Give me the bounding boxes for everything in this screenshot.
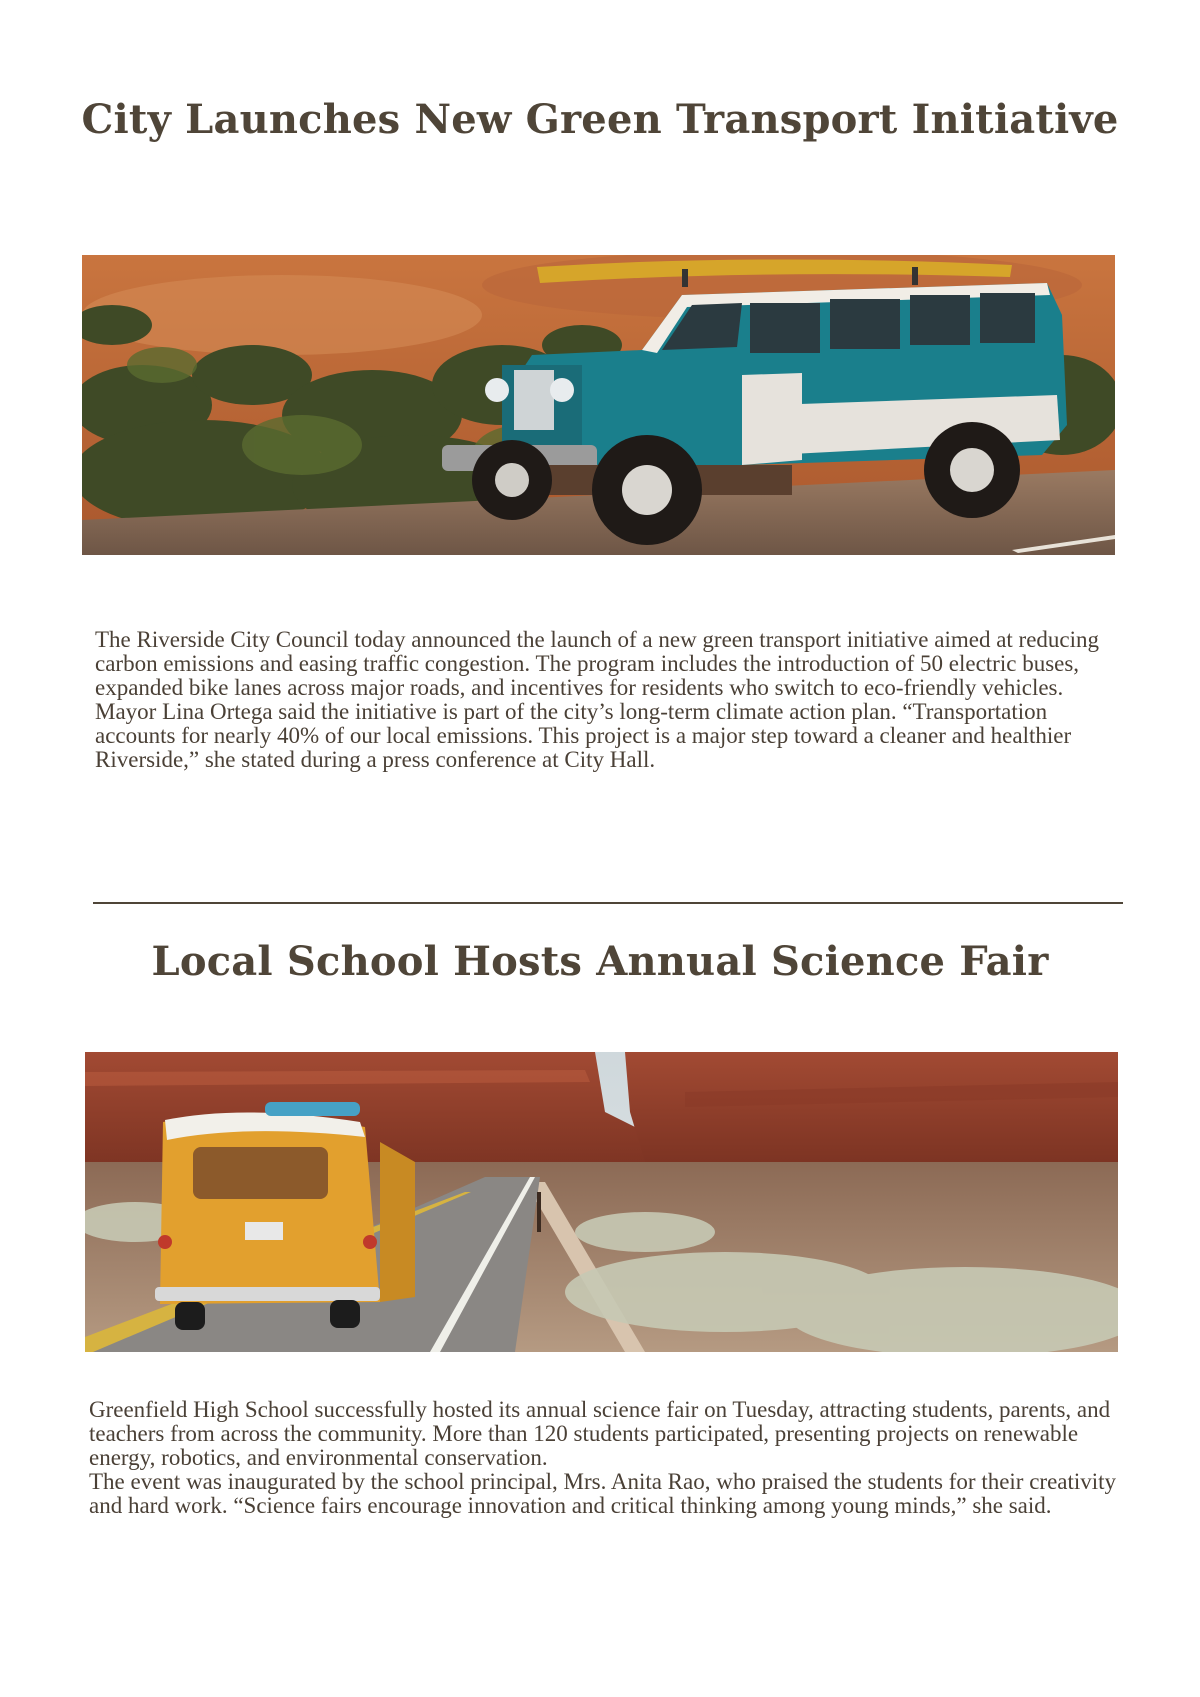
- article-1-paragraph-2: Mayor Lina Ortega said the initiative is part of the city’s long-term climate action plan. “Transportation accounts for nearly 40% of our local emissions. This project is a major step toward a cleaner and healthier Riverside,” she stated during a press conference at City Hall.: [95, 699, 1072, 772]
- article-2-body: [89, 1398, 1129, 1518]
- article-2-paragraph-2: The event was inaugurated by the school principal, Mrs. Anita Rao, who praised the students for their creativity and hard work. “Science fairs encourage innovation and critical thinking among young minds,” she said.: [89, 1469, 1117, 1518]
- article-2-paragraph-1: Greenfield High School successfully hosted its annual science fair on Tuesday, attracting students, parents, and teachers from across the community. More than 120 students participated, presenting projects on renewable energy, robotics, and environmental conservation.: [89, 1397, 1111, 1470]
- article-1-title: City Launches New Green Transport Initiative: [81, 96, 1119, 143]
- article-1-paragraph-1: The Riverside City Council today announced the launch of a new green transport initiative aimed at reducing carbon emissions and easing traffic congestion. The program includes the introduction of 50 electric buses, expanded bike lanes across major roads, and incentives for residents who switch to eco-friendly vehicles.: [95, 627, 1100, 700]
- section-divider: [93, 902, 1123, 904]
- article-2-photo-yellow-van: [85, 1052, 1118, 1352]
- article-2-title: Local School Hosts Annual Science Fair: [151, 938, 1049, 985]
- article-1-photo-vintage-jeep: [82, 255, 1115, 555]
- article-1-body: [95, 628, 1125, 772]
